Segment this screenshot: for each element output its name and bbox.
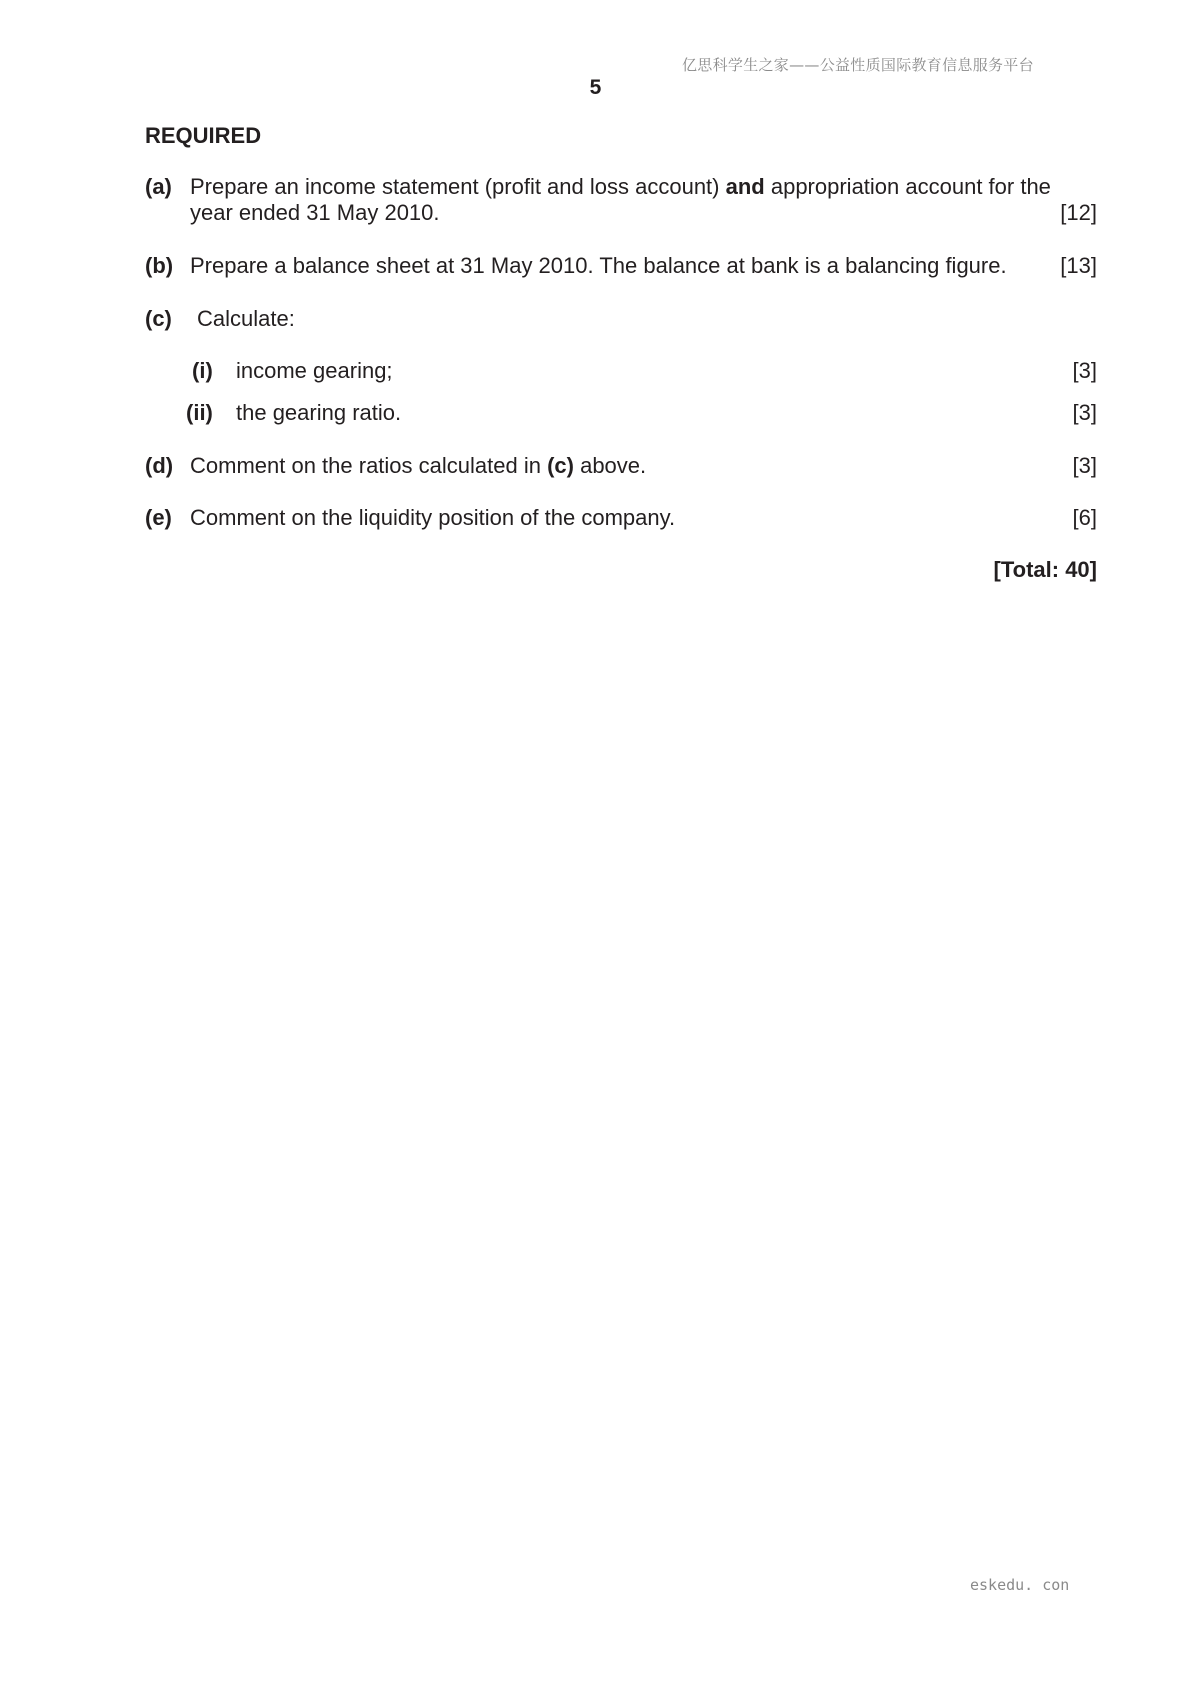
question-a-marks: [12] xyxy=(1060,200,1097,225)
page-number: 5 xyxy=(589,76,602,99)
question-c-label: (c) xyxy=(145,306,172,331)
question-a-text-part2: appropriation account for the year ended 31 May 2010. xyxy=(190,174,1051,225)
question-a xyxy=(145,174,1097,230)
total-marks: [Total: 40] xyxy=(993,557,1097,582)
question-c xyxy=(145,306,1097,334)
question-c-ii xyxy=(145,400,1097,428)
question-c-ii-label: (ii) xyxy=(186,400,213,425)
question-b-label: (b) xyxy=(145,253,174,278)
question-d-marks: [3] xyxy=(1072,453,1097,478)
question-c-ii-marks: [3] xyxy=(1072,400,1097,425)
question-c-text: Calculate: xyxy=(197,306,295,331)
question-a-label: (a) xyxy=(145,174,172,199)
question-c-i-marks: [3] xyxy=(1072,358,1097,383)
question-a-text-bold: and xyxy=(725,174,765,199)
question-b-text: Prepare a balance sheet at 31 May 2010. The balance at bank is a balancing figure. xyxy=(190,253,1007,278)
question-a-text xyxy=(190,174,1097,226)
question-b xyxy=(145,253,1097,281)
question-c-ii-text: the gearing ratio. xyxy=(236,400,402,425)
question-d-text-part1: Comment on the ratios calculated in xyxy=(190,453,548,478)
question-d xyxy=(145,453,1097,481)
required-heading: REQUIRED xyxy=(145,123,262,148)
question-e xyxy=(145,505,1097,533)
question-c-i-label: (i) xyxy=(192,358,213,383)
question-e-marks: [6] xyxy=(1072,505,1097,530)
question-c-i xyxy=(145,358,1097,386)
question-e-label: (e) xyxy=(145,505,172,530)
watermark-top-text: 亿思科学生之家——公益性质国际教育信息服务平台 xyxy=(682,56,1034,74)
question-b-marks: [13] xyxy=(1060,253,1097,278)
question-a-text-part1: Prepare an income statement (profit and loss account) xyxy=(190,174,726,199)
watermark-bottom-text: eskedu. con xyxy=(970,1576,1070,1594)
question-d-text xyxy=(190,453,646,479)
question-d-label: (d) xyxy=(145,453,174,478)
question-d-text-part2: above. xyxy=(573,453,647,478)
question-c-i-text: income gearing; xyxy=(236,358,393,383)
question-d-text-bold: (c) xyxy=(547,453,574,478)
question-e-text: Comment on the liquidity position of the company. xyxy=(190,505,676,530)
